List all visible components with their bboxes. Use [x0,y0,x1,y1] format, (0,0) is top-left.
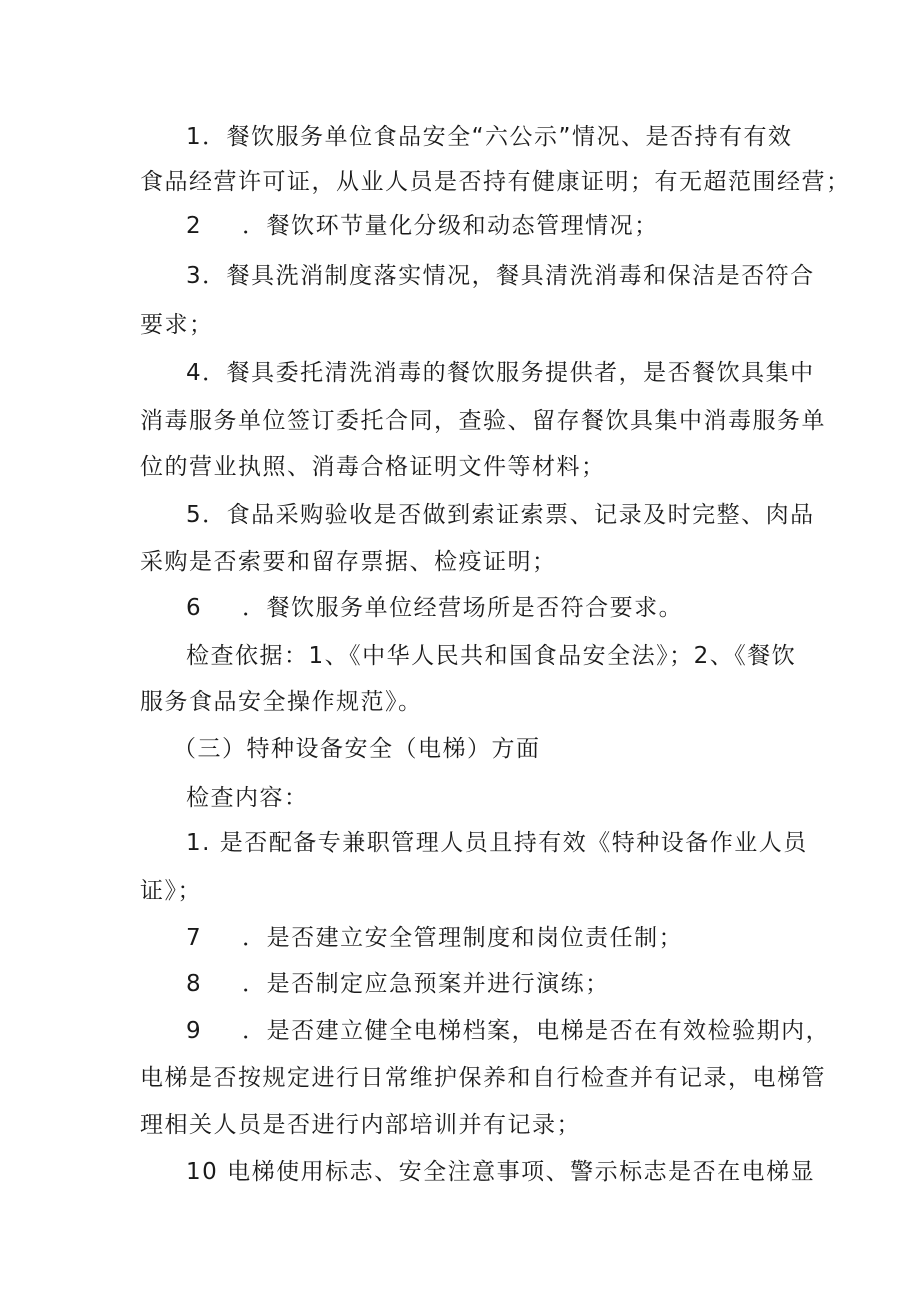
item-4-line-1: 4．餐具委托清洗消毒的餐饮服务提供者，是否餐饮具集中 [186,360,815,386]
item-3-line-2: 要求； [140,312,214,338]
item-number: 2 [186,213,203,239]
item-text: ．是否建立健全电梯档案，电梯是否在有效检验期内， [242,1018,831,1044]
item-1-line-1: 1．餐饮服务单位食品安全“六公示”情况、是否持有有效 [186,124,793,150]
item-number: 7 [186,925,203,951]
item-6-line-1 [186,594,683,622]
item-text: ．是否建立安全管理制度和岗位责任制； [242,925,684,951]
elevator-item-9-line-2: 电梯是否按规定进行日常维护保养和自行检查并有记录，电梯管 [140,1065,826,1091]
check-content-label: 检查内容： [186,785,309,811]
item-4-line-3: 位的营业执照、消毒合格证明文件等材料； [140,454,606,480]
item-text: ．餐饮环节量化分级和动态管理情况； [242,213,659,239]
item-4-line-2: 消毒服务单位签订委托合同，查验、留存餐饮具集中消毒服务单 [140,408,826,434]
elevator-item-9-line-1 [186,1017,830,1045]
item-number: 9 [186,1018,203,1044]
item-5-line-1: 5．食品采购验收是否做到索证索票、记录及时完整、肉品 [186,502,815,528]
elevator-item-8 [186,970,610,998]
item-5-line-2: 采购是否索要和留存票据、检疫证明； [140,549,557,575]
elevator-item-1-line-2: 证》； [140,878,202,904]
item-number: 8 [186,971,203,997]
section-heading: （三）特种设备安全（电梯）方面 [173,736,541,762]
item-text: ．餐饮服务单位经营场所是否符合要求。 [242,595,684,621]
basis-line-2: 服务食品安全操作规范》。 [140,689,423,715]
elevator-item-9-line-3: 理相关人员是否进行内部培训并有记录； [140,1112,581,1138]
basis-line-1: 检查依据：1、《中华人民共和国食品安全法》；2、《餐饮 [186,643,797,669]
item-number: 6 [186,595,203,621]
item-2-line-1 [186,212,659,240]
item-3-line-1: 3．餐具洗消制度落实情况，餐具清洗消毒和保洁是否符合 [186,263,815,289]
elevator-item-10-line-1: 10 电梯使用标志、安全注意事项、警示标志是否在电梯显 [186,1159,816,1185]
elevator-item-7 [186,924,683,952]
item-1-line-2: 食品经营许可证，从业人员是否持有健康证明；有无超范围经营； [140,169,851,195]
item-text: ．是否制定应急预案并进行演练； [242,971,610,997]
elevator-item-1-line-1: 1. 是否配备专兼职管理人员且持有效《特种设备作业人员 [186,830,808,856]
